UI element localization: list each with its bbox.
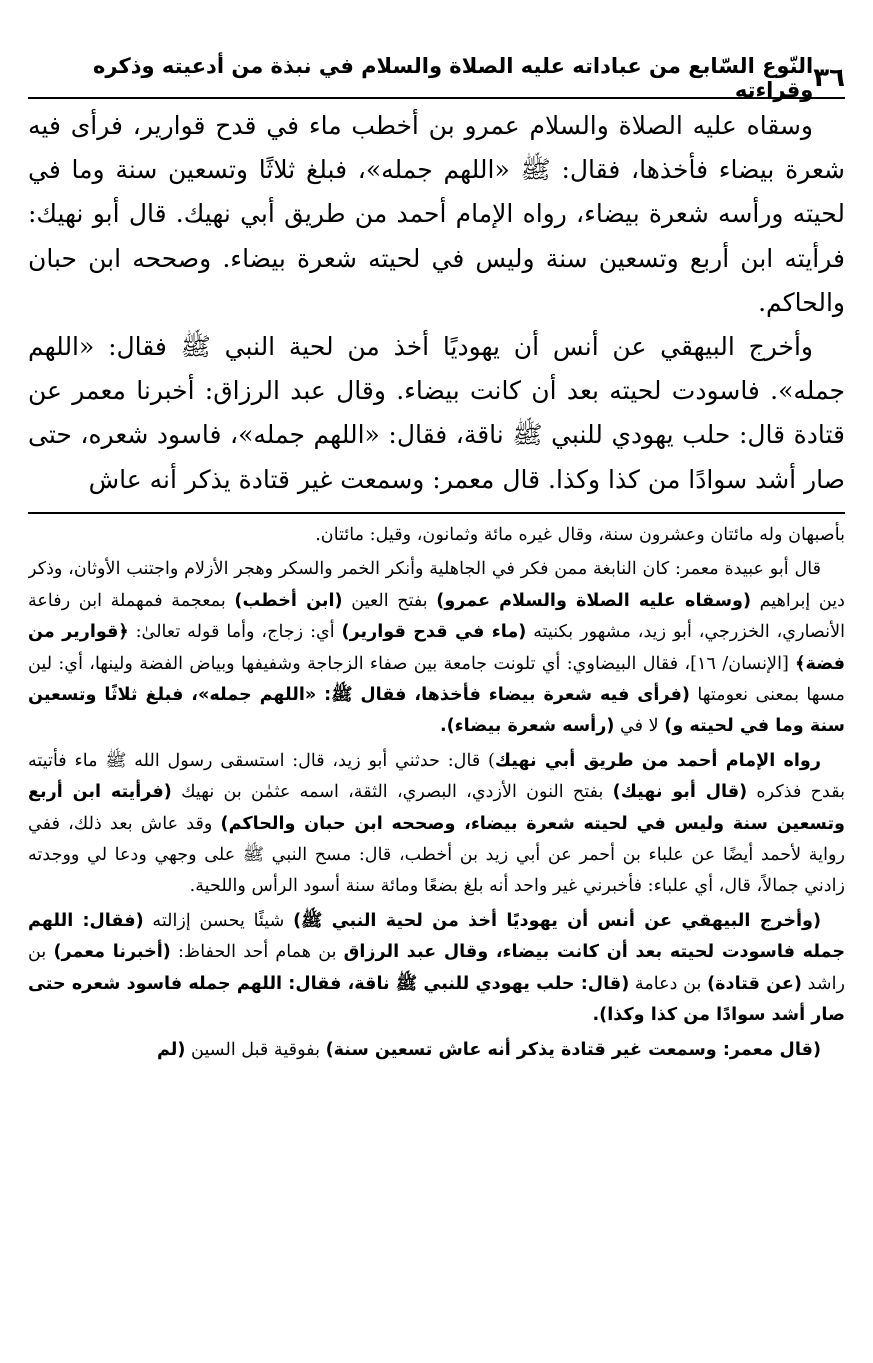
commentary-paragraph	[28, 1035, 845, 1066]
commentary-text: شيئًا يحسن إزالته	[143, 910, 294, 931]
quoted-main-text: (عن قتادة)	[707, 973, 802, 994]
commentary-text: بن راشد	[28, 942, 845, 994]
commentary-text: ) قال: حدثني أبو زيد، قال: استسقى رسول الله ﷺ ماء فأتيته بقدح فذكره	[28, 750, 845, 803]
commentary-text: بفتح النون الأزدي، البصري، الثقة، اسمه عثمٰن بن نهيك	[171, 782, 613, 803]
commentary-text: قال أبو عبيدة معمر: كان النابغة ممن فكر في الجاهلية وأنكر الخمر والسكر وهجر الأزلام واجتنب الأوثان، وذكر دين إبراهيم	[28, 559, 845, 611]
commentary-text: لا في	[614, 716, 665, 737]
quoted-main-text: (قال أبو نهيك)	[612, 782, 748, 803]
main-paragraph: وسقاه عليه الصلاة والسلام عمرو بن أخطب ماء في قدح قوارير، فرأى فيه شعرة بيضاء فأخذها، فقال: ﷺ «اللهم جمله»، فبلغ ثلاثًا وتسعين سنة وما في لحيته ورأسه شعرة بيضاء، رواه الإمام أحمد من طريق أبي نهيك. قال أبو نهيك: فرأيته ابن أربع وتسعين سنة وليس في لحيته شعرة بيضاء. وصححه ابن حبان والحاكم.	[28, 111, 845, 317]
quoted-main-text: رواه الإمام أحمد من طريق أبي نهيك	[494, 750, 821, 771]
commentary	[28, 520, 845, 1244]
quoted-main-text: (فرأى فيه شعرة بيضاء فأخذها، فقال ﷺ: «اللهم جمله»، فبلغ ثلاثًا وتسعين سنة وما في لحيته و)	[28, 685, 845, 737]
page-number: ٣٦	[813, 63, 845, 93]
commentary-text: وقد عاش بعد ذلك، ففي رواية لأحمد أيضًا عن علباء بن أحمر عن أبي زيد بن أخطب، قال: مسح النبي ﷺ على وجهي ودعا لي ووجدته زادني جمالاً، قال، أي علباء: فأخبرني غير واحد أنه بلغ بضعًا ومائة سنة أسود الرأس واللحية.	[28, 813, 845, 897]
main-paragraph: وأخرج البيهقي عن أنس أن يهوديًا أخذ من لحية النبي ﷺ فقال: «اللهم جمله». فاسودت لحيته بعد أن كانت بيضاء. وقال عبد الرزاق: أخبرنا معمر عن قتادة قال: حلب يهودي للنبي ﷺ ناقة، فقال: «اللهم جمله»، فاسود شعره، حتى صار أشد سوادًا من كذا وكذا. قال معمر: وسمعت غير قتادة يذكر أنه عاش	[28, 332, 845, 494]
footnote-separator	[28, 512, 845, 514]
quoted-main-text: (وأخرج البيهقي عن أنس أن يهوديًا أخذ من لحية النبي ﷺ)	[293, 910, 822, 931]
commentary-paragraph	[28, 554, 845, 742]
commentary-text: بن همام أحد الحفاظ:	[170, 942, 344, 963]
quoted-main-text: (لم	[157, 1039, 186, 1060]
header-rule	[28, 97, 845, 99]
commentary-paragraph	[28, 746, 845, 903]
quoted-main-text: (أخبرنا معمر)	[53, 942, 171, 963]
quoted-main-text: ﴿قوارير من فضة﴾	[28, 622, 845, 674]
quoted-main-text: (ابن أخطب)	[234, 590, 343, 611]
commentary-text: بفتح العين	[342, 590, 437, 611]
quoted-main-text: (قال: حلب يهودي للنبي ﷺ ناقة، فقال: اللهم جمله فاسود شعره حتى صار أشد سوادًا من كذا وكذا).	[28, 973, 845, 1026]
quoted-main-text: (فرأيته ابن أربع وتسعين سنة وليس في لحيته شعرة بيضاء، وصححه ابن حبان والحاكم)	[28, 782, 845, 834]
commentary-text: بمعجمة فمهملة ابن رفاعة الأنصاري، الخزرجي، أبو زيد، مشهور بكنيته	[28, 590, 845, 643]
quoted-main-text: (وسقاه عليه الصلاة والسلام عمرو)	[436, 590, 751, 611]
commentary-paragraph: بأصبهان وله مائتان وعشرون سنة، وقال غيره مائة وثمانون، وقيل: مائتان.	[315, 525, 845, 545]
commentary-text: بن دعامة	[629, 973, 708, 994]
quoted-main-text: (ماء في قدح قوارير)	[341, 622, 527, 643]
commentary-text: أي: زجاج، وأما قوله تعالىٰ:	[128, 622, 342, 643]
quoted-main-text: (فقال: اللهم جمله فاسودت لحيته بعد أن كانت بيضاء، وقال عبد الرزاق	[28, 910, 845, 963]
commentary-paragraph	[28, 906, 845, 1032]
commentary-text: [الإنسان/ ١٦]، فقال البيضاوي: أي تلونت جامعة بين صفاء الزجاجة وشفيفها وبياض الفضة ولينها، أي: لين مسها بمعنى نعومتها	[28, 653, 845, 706]
running-title: النّوع السّابع من عباداته عليه الصلاة والسلام في نبذة من أدعيته وذكره وقراءته	[93, 54, 814, 102]
commentary-text: بفوقية قبل السين	[185, 1039, 326, 1060]
quoted-main-text: (قال معمر: وسمعت غير قتادة يذكر أنه عاش تسعين سنة)	[325, 1039, 821, 1060]
main-text	[28, 104, 845, 508]
page-header	[28, 54, 845, 102]
quoted-main-text: (رأسه شعرة بيضاء).	[439, 716, 615, 737]
